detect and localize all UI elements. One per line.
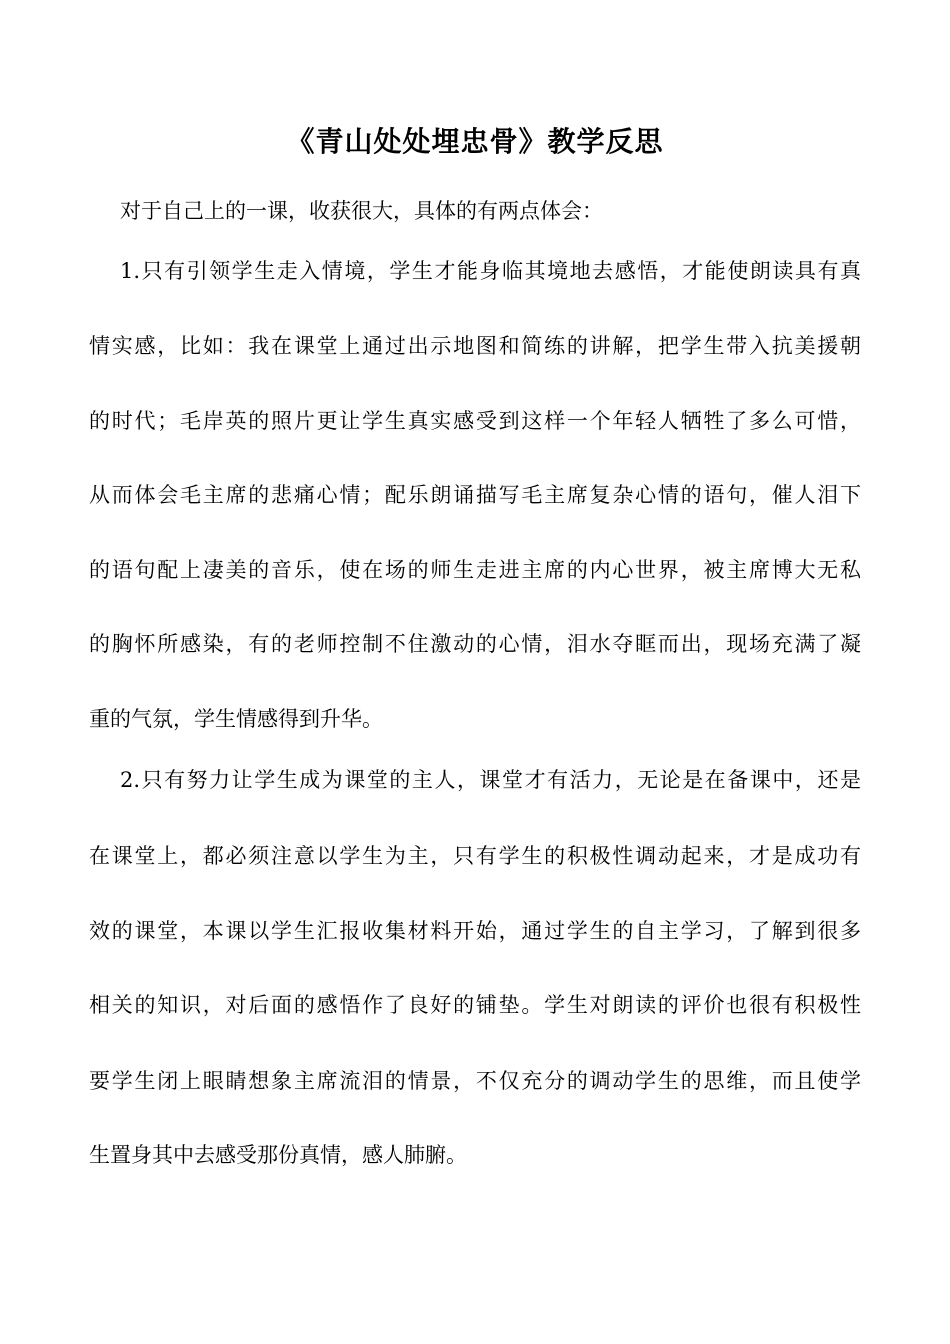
point1-line: 的时代；毛岸英的照片更让学生真实感受到这样一个年轻人牺牲了多么可惜， bbox=[89, 409, 861, 433]
intro-paragraph: 对于自己上的一课，收获很大，具体的有两点体会： bbox=[120, 199, 603, 223]
point1-line: 从而体会毛主席的悲痛心情；配乐朗诵描写毛主席复杂心情的语句，催人泪下 bbox=[89, 483, 861, 507]
document-title: 《青山处处埋忠骨》教学反思 bbox=[286, 125, 664, 158]
point2-line: 生置身其中去感受那份真情，感人肺腑。 bbox=[89, 1143, 467, 1167]
point2-line: 2.只有努力让学生成为课堂的主人，课堂才有活力，无论是在备课中，还是 bbox=[120, 768, 861, 792]
point1-line: 的胸怀所感染，有的老师控制不住激动的心情，泪水夺眶而出，现场充满了凝 bbox=[89, 632, 861, 656]
point1-line: 的语句配上凄美的音乐，使在场的师生走进主席的内心世界，被主席博大无私 bbox=[89, 558, 861, 582]
point2-line: 要学生闭上眼睛想象主席流泪的情景，不仅充分的调动学生的思维，而且使学 bbox=[89, 1069, 861, 1093]
point2-line: 相关的知识，对后面的感悟作了良好的铺垫。学生对朗读的评价也很有积极性 bbox=[89, 993, 861, 1017]
point2-line: 效的课堂，本课以学生汇报收集材料开始，通过学生的自主学习，了解到很多 bbox=[89, 919, 861, 943]
point1-line: 重的气氛，学生情感得到升华。 bbox=[89, 707, 383, 731]
point1-line: 1.只有引领学生走入情境，学生才能身临其境地去感悟，才能使朗读具有真 bbox=[120, 259, 861, 283]
point1-line: 情实感，比如：我在课堂上通过出示地图和简练的讲解，把学生带入抗美援朝 bbox=[89, 334, 861, 358]
point2-line: 在课堂上，都必须注意以学生为主，只有学生的积极性调动起来，才是成功有 bbox=[89, 844, 861, 868]
